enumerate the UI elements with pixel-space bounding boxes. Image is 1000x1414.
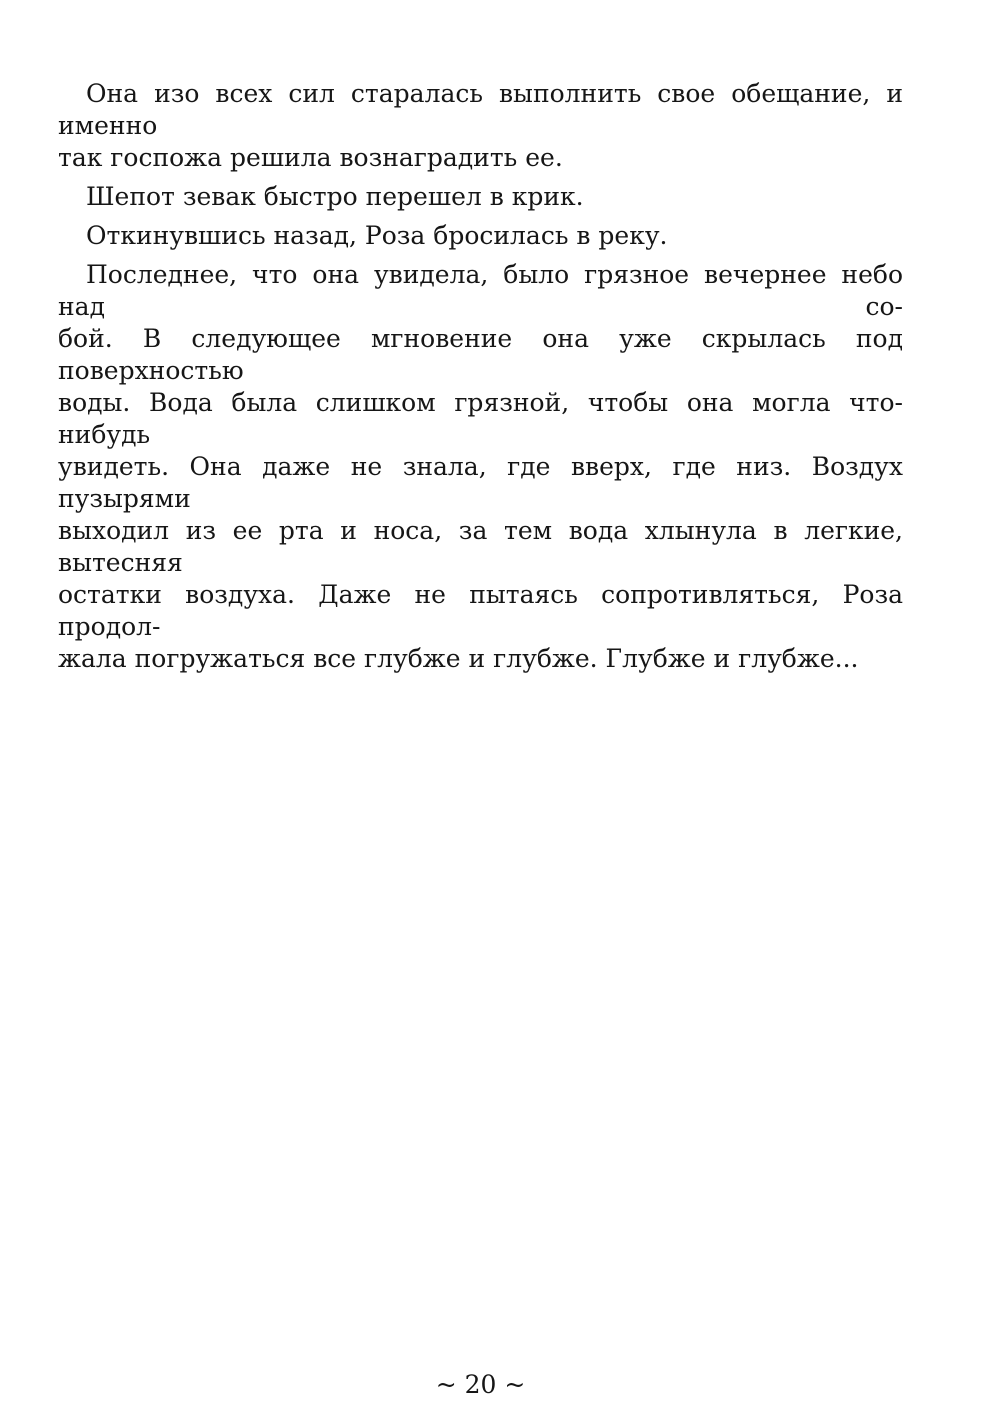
text-line: остатки воздуха. Даже не пытаясь сопротивляться, Роза продол- <box>58 580 903 641</box>
paragraph <box>58 78 903 174</box>
page-text <box>58 78 903 682</box>
paragraph <box>58 259 903 675</box>
text-line: бой. В следующее мгновение она уже скрылась под поверхностью <box>58 324 903 385</box>
paragraph <box>58 181 903 213</box>
text-line: выходил из ее рта и носа, за тем вода хлынула в легкие, вытесняя <box>58 516 903 577</box>
text-line: Она изо всех сил старалась выполнить свое обещание, и именно <box>58 79 903 140</box>
text-line: Шепот зевак быстро перешел в крик. <box>86 182 584 211</box>
text-line: жала погружаться все глубже и глубже. Глубже и глубже... <box>58 644 859 673</box>
text-line: воды. Вода была слишком грязной, чтобы она могла что-нибудь <box>58 388 903 449</box>
paragraph <box>58 220 903 252</box>
text-line: Последнее, что она увидела, было грязное вечернее небо над со- <box>58 260 903 321</box>
page-number: ~ 20 ~ <box>435 1370 526 1399</box>
text-line: Откинувшись назад, Роза бросилась в реку. <box>86 221 668 250</box>
page-footer <box>58 1370 903 1399</box>
text-line: увидеть. Она даже не знала, где вверх, где низ. Воздух пузырями <box>58 452 903 513</box>
text-line: так госпожа решила вознаградить ее. <box>58 143 563 172</box>
